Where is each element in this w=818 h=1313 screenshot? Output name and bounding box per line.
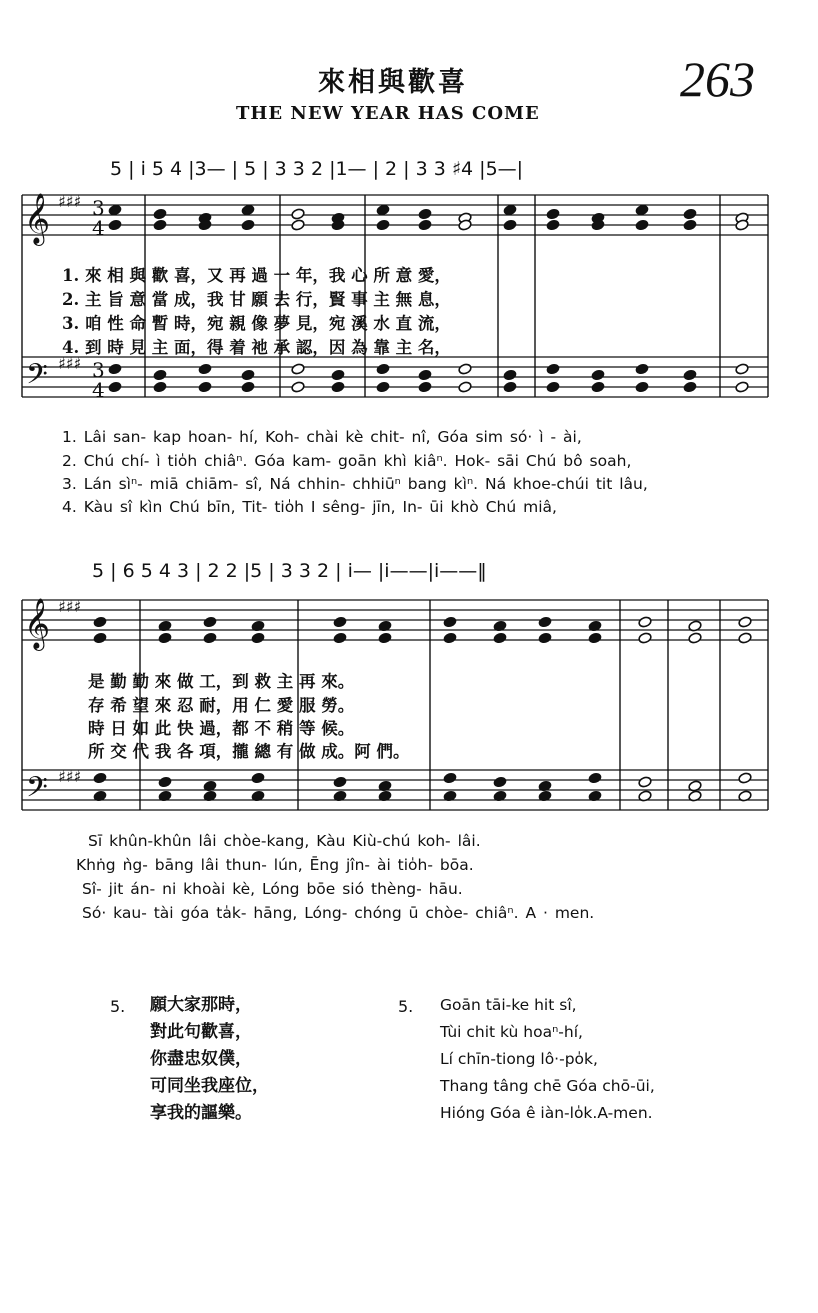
notehead: [333, 776, 347, 788]
verse-5-rom-number: 5.: [398, 997, 414, 1016]
numbered-notation-line-1: 5 | i 5 4 |3— | 5 | 3 3 2 |1— | 2 | 3 3 ♯4 |5—|: [110, 158, 524, 180]
verse-5-zh-line: 對此句歡喜，: [150, 1022, 252, 1042]
notehead: [683, 381, 697, 393]
bass-clef-icon: 𝄢: [26, 358, 48, 398]
notehead: [291, 219, 305, 231]
notehead: [503, 381, 517, 393]
verse-1-rom-line: 1. Lâi san- kap hoan- hí, Koh- chài kè chit- nî, Góa sim só· ì - ài,: [62, 428, 582, 446]
notehead: [418, 208, 432, 220]
notehead: [683, 219, 697, 231]
verse-4-zh-line: 4. 到 時 見 主 面，得 着 祂 承 認，因 為 靠 主 名，: [62, 338, 451, 357]
notehead: [688, 632, 702, 644]
notehead: [591, 381, 605, 393]
notehead: [108, 381, 122, 393]
notehead: [93, 616, 107, 628]
notehead: [493, 776, 507, 788]
notehead: [738, 616, 752, 628]
verse-4-rom-line-2: Só· kau- tài góa ta̍k- hāng, Lóng- chóng ū chòe- chiâⁿ. A · men.: [82, 904, 595, 922]
verse-2-rom-line: 2. Chú chí- ì tio̍h chiâⁿ. Góa kam- goān khì kiâⁿ. Hok- sāi Chú bô soah,: [62, 452, 632, 470]
notehead: [738, 772, 752, 784]
notehead: [241, 204, 255, 216]
notehead: [251, 772, 265, 784]
notehead: [153, 369, 167, 381]
notehead: [735, 381, 749, 393]
notehead: [458, 381, 472, 393]
notehead: [738, 632, 752, 644]
notehead: [635, 219, 649, 231]
treble-staff-1: [22, 195, 768, 235]
notehead: [683, 208, 697, 220]
notehead: [291, 363, 305, 375]
verse-3-rom-line-2: Sî- jit án- ni khoài kè, Lóng bōe sió thèng- hāu.: [82, 880, 463, 898]
notehead: [331, 369, 345, 381]
time-signature-bottom: 4: [92, 378, 105, 402]
bass-staff-2: [22, 770, 768, 810]
verse-2-rom-line-2: Khṅg ǹg- bāng lâi thun- lún, Ēng jîn- ài tio̍h- bōa.: [76, 856, 474, 874]
verse-5-zh-line: 享我的謳樂。: [150, 1103, 252, 1123]
notehead: [735, 363, 749, 375]
verse-5-zh-line: 可同坐我座位，: [150, 1076, 269, 1096]
time-signature-top: 3: [92, 196, 105, 220]
verse-5-rom-line: Goān tāi-ke hit sî,: [440, 996, 577, 1014]
notehead: [251, 632, 265, 644]
hymn-title-english: THE NEW YEAR HAS COME: [236, 103, 540, 124]
verse-5-zh-block: [150, 992, 269, 1127]
notehead: [418, 381, 432, 393]
notehead: [376, 381, 390, 393]
key-signature-icon: ♯♯♯: [58, 354, 82, 373]
notehead: [331, 381, 345, 393]
key-signature-icon: ♯♯♯: [58, 767, 82, 786]
notehead: [503, 219, 517, 231]
key-signature-icon: ♯♯♯: [58, 192, 82, 211]
notehead: [376, 204, 390, 216]
verse-5-rom-line: Hióng Góa ê iàn-lo̍k.A-men.: [440, 1104, 653, 1122]
verse-1-zh-line: 1. 來 相 與 歡 喜，又 再 過 一 年，我 心 所 意 愛，: [62, 266, 451, 285]
treble-staff-2: [22, 600, 768, 640]
notehead: [93, 772, 107, 784]
verse-4-zh-line-2: 所 交 代 我 各 項，攏 總 有 做 成。阿 們。: [88, 742, 410, 761]
time-signature-bottom: 4: [92, 216, 105, 240]
hymn-number: 263: [680, 51, 755, 107]
notehead: [443, 616, 457, 628]
notehead: [291, 208, 305, 220]
notehead: [241, 381, 255, 393]
notehead: [638, 776, 652, 788]
notehead: [546, 363, 560, 375]
notehead: [241, 219, 255, 231]
verse-5-zh-line: 願大家那時，: [150, 995, 252, 1015]
notehead: [378, 632, 392, 644]
notehead: [333, 632, 347, 644]
notehead: [443, 632, 457, 644]
verse-4-rom-line: 4. Kàu sî kìn Chú bīn, Tit- tio̍h I sêng- jīn, In- ūi khò Chú miâ,: [62, 498, 557, 516]
time-signature-top: 3: [92, 358, 105, 382]
notehead: [241, 369, 255, 381]
key-signature-icon: ♯♯♯: [58, 597, 82, 616]
notehead: [546, 381, 560, 393]
notehead: [588, 632, 602, 644]
notehead: [493, 632, 507, 644]
verse-3-rom-line: 3. Lán sìⁿ- miā chiām- sî, Ná chhin- chhiūⁿ bang kìⁿ. Ná khoe-chúi tit lâu,: [62, 475, 648, 493]
notehead: [158, 632, 172, 644]
verse-5-rom-line: Lí chīn-tiong lô·-po̍k,: [440, 1050, 598, 1068]
notehead: [538, 632, 552, 644]
notehead: [203, 616, 217, 628]
notehead: [108, 204, 122, 216]
notehead: [546, 219, 560, 231]
notehead: [503, 204, 517, 216]
notehead: [538, 616, 552, 628]
notehead: [198, 381, 212, 393]
notehead: [635, 204, 649, 216]
verse-2-zh-line-2: 存 希 望 來 忍 耐，用 仁 愛 服 勞。: [88, 696, 355, 715]
verse-5-rom-block: [440, 992, 655, 1127]
notehead: [153, 381, 167, 393]
verse-5-rom-line: Thang tâng chē Góa chō-ūi,: [440, 1077, 655, 1095]
notehead: [198, 363, 212, 375]
notehead: [158, 776, 172, 788]
notehead: [153, 219, 167, 231]
notehead: [591, 369, 605, 381]
notehead: [418, 369, 432, 381]
notehead: [93, 632, 107, 644]
notehead: [638, 616, 652, 628]
notehead: [376, 363, 390, 375]
notehead: [203, 632, 217, 644]
notehead: [588, 772, 602, 784]
verse-1-rom-line-2: Sī khûn-khûn lâi chòe-kang, Kàu Kiù-chú koh- lâi.: [88, 832, 481, 850]
notehead: [546, 208, 560, 220]
verse-3-zh-line: 3. 咱 性 命 暫 時，宛 親 像 夢 見，宛 溪 水 直 流，: [62, 314, 451, 333]
verse-5-zh-line: 你盡忠奴僕，: [150, 1049, 252, 1069]
notehead: [418, 219, 432, 231]
hymn-title-chinese: 來相與歡喜: [318, 67, 468, 98]
notehead: [635, 363, 649, 375]
numbered-notation-line-2: 5 | 6 5 4 3 | 2 2 |5 | 3 3 2 | i— |i——|i——‖: [92, 560, 487, 582]
notehead: [443, 772, 457, 784]
verse-3-zh-line-2: 時 日 如 此 快 過，都 不 稍 等 候。: [88, 719, 355, 738]
bass-clef-icon: 𝄢: [26, 771, 48, 811]
verse-1-zh-line-2: 是 勤 勤 來 做 工，到 救 主 再 來。: [88, 672, 355, 691]
notehead: [153, 208, 167, 220]
notehead: [458, 363, 472, 375]
notehead: [108, 219, 122, 231]
notehead: [376, 219, 390, 231]
bass-staff-1: [22, 357, 768, 397]
notehead: [291, 381, 305, 393]
notehead: [683, 369, 697, 381]
notehead: [503, 369, 517, 381]
notehead: [108, 363, 122, 375]
treble-clef-icon: 𝄞: [24, 193, 51, 244]
notehead: [638, 632, 652, 644]
verse-5-zh-number: 5.: [110, 997, 126, 1016]
notehead: [635, 381, 649, 393]
treble-clef-icon: 𝄞: [24, 598, 51, 649]
verse-5-rom-line: Tùi chit kù hoaⁿ-hí,: [440, 1023, 583, 1041]
verse-2-zh-line: 2. 主 旨 意 當 成，我 甘 願 去 行，賢 事 主 無 息，: [62, 290, 451, 309]
notehead: [333, 616, 347, 628]
